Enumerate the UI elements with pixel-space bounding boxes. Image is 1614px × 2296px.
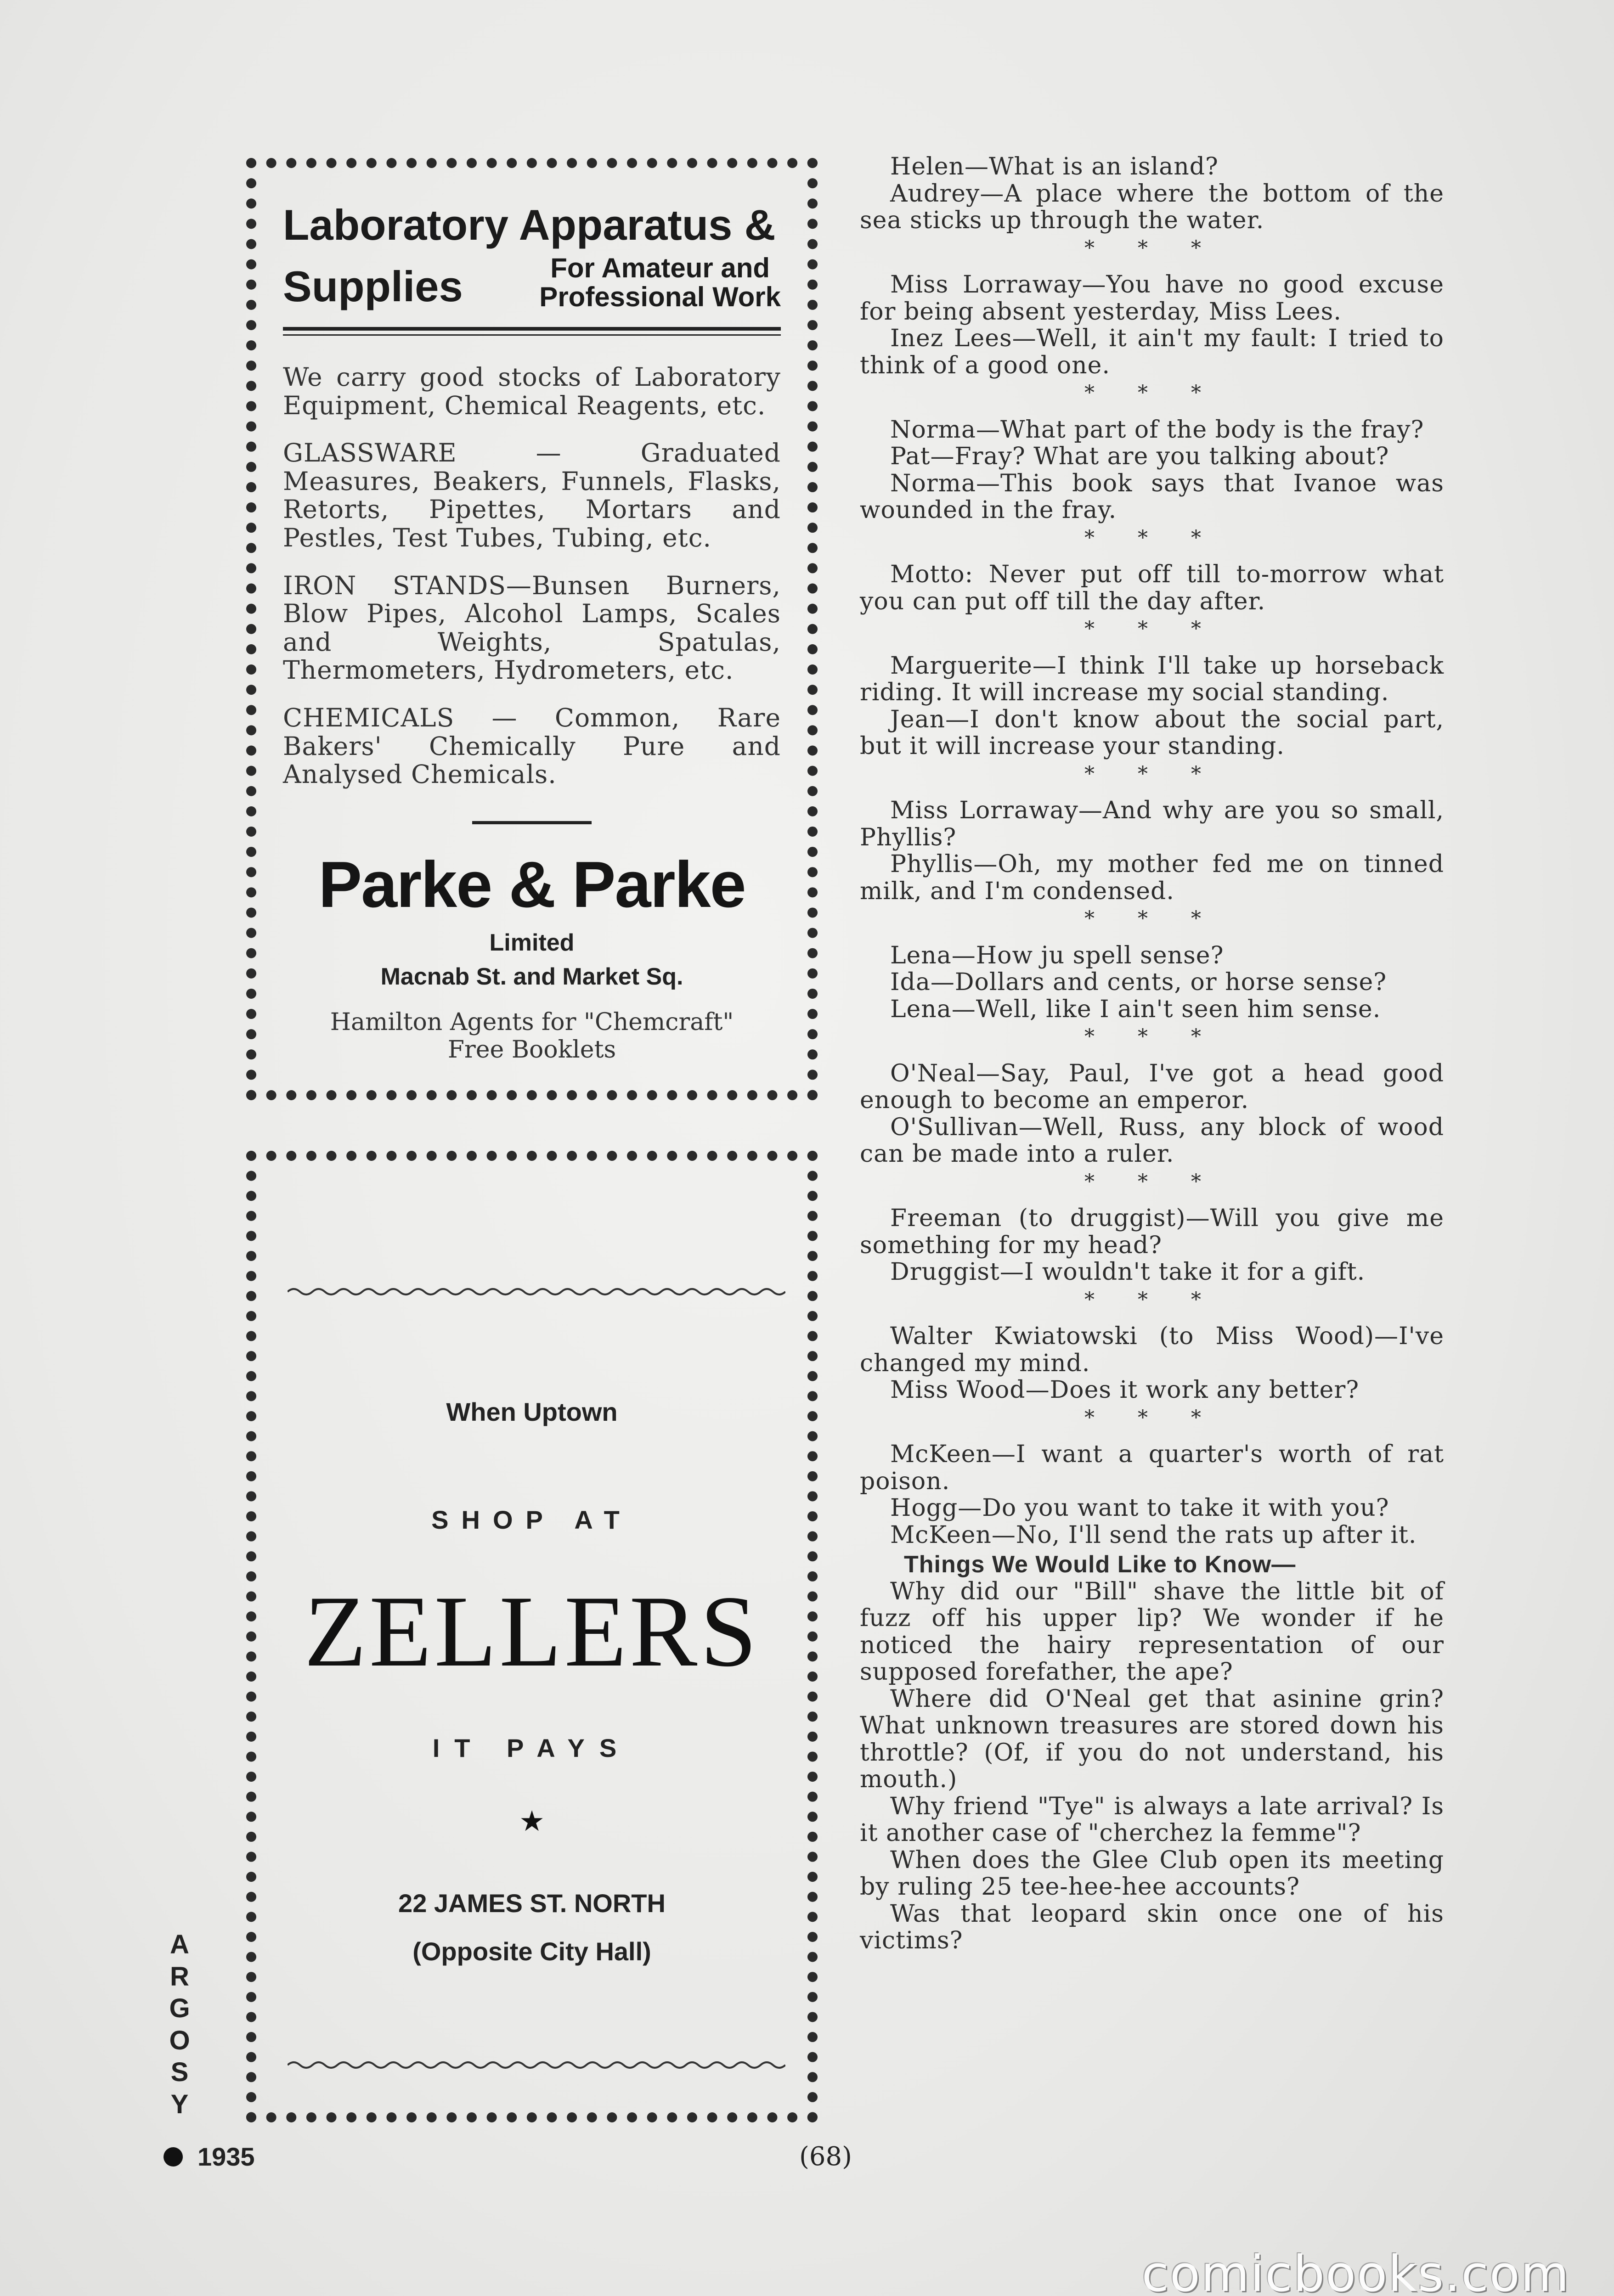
joke-line: Hogg—Do you want to take it with you? [890,1494,1389,1522]
lab-para-chemicals: CHEMICALS — Common, Rare Bakers' Chemically Pure and Analysed Chemicals. [283,703,781,789]
joke-separator: * * * [1084,1170,1219,1193]
joke-line: Norma—What part of the body is the fray? [890,416,1424,444]
divider-thin [283,334,781,336]
wavy-divider-bottom [288,2058,785,2072]
bullet-icon [164,2147,183,2167]
joke-separator: * * * [1084,907,1219,930]
joke-line: Norma—This book says that Ivanoe was wounded in the fray. [860,469,1444,524]
joke-separator: * * * [1084,1025,1219,1048]
joke-separator: * * * [1084,1406,1219,1429]
joke-line: McKeen—No, I'll send the rats up after it. [890,1521,1417,1549]
argosy-vertical-title [164,1929,196,2121]
lab-para-glassware: GLASSWARE — Graduated Measures, Beakers, Funnels, Flasks, Retorts, Pipettes, Mortars and Pestles, Test Tubes, Tubing, etc. [283,438,781,553]
watermark: comicbooks.com [1141,2245,1570,2296]
lab-supplies-ad [246,158,818,1100]
agents-line2: Free Booklets [447,1035,616,1064]
jokes-column [860,153,1444,1954]
company-agents [283,1009,781,1064]
lab-title-line1: Laboratory Apparatus & [283,201,776,249]
joke-separator: * * * [1084,236,1219,260]
joke-line: Why did our "Bill" shave the little bit of fuzz off his upper lip? We wonder if he noticed the hairy representation of our supposed forefather, the ape? [860,1577,1444,1686]
joke-line: O'Sullivan—Well, Russ, any block of wood can be made into a ruler. [860,1113,1444,1168]
joke-line: Ida—Dollars and cents, or horse sense? [890,968,1387,996]
zellers-ad [246,1151,818,2122]
argosy-letter: A [170,1930,189,1959]
divider-thick [283,327,781,331]
joke-line: Miss Lorraway—You have no good excuse for being absent yesterday, Miss Lees. [860,271,1444,326]
lab-ad-title [283,200,781,311]
wavy-divider-top [288,1285,785,1299]
lab-para-intro: We carry good stocks of Laboratory Equipment, Chemical Reagents, etc. [283,362,781,420]
lab-subtitle-line1: For Amateur and [550,253,770,284]
argosy-letter: R [170,1961,189,1992]
lab-para-iron-stands: IRON STANDS—Bunsen Burners, Blow Pipes, Alcohol Lamps, Scales and Weights, Spatulas, Thermometers, Hydrometers, etc. [283,570,781,685]
joke-line: When does the Glee Club open its meeting by ruling 25 tee-hee-hee accounts? [860,1846,1444,1901]
issue-year [164,2142,255,2172]
page-number: (68) [799,2142,852,2172]
joke-line: Helen—What is an island? [890,153,1219,180]
joke-line: Motto: Never put off till to-morrow what you can put off till the day after. [860,561,1444,615]
joke-line: Audrey—A place where the bottom of the sea sticks up through the water. [860,180,1444,234]
zellers-address: 22 JAMES ST. NORTH [398,1889,666,1918]
company-limited: Limited [489,929,575,956]
zellers-uptown: When Uptown [446,1397,618,1426]
star-icon: ★ [519,1804,545,1838]
lab-title-supplies: Supplies [283,262,463,311]
joke-line: Lena—How ju spell sense? [890,941,1224,969]
argosy-letter: S [170,2057,189,2088]
argosy-letter: G [169,1993,190,2024]
joke-line: Jean—I don't know about the social part, but it will increase your standing. [860,705,1444,760]
joke-line: Walter Kwiatowski (to Miss Wood)—I've changed my mind. [860,1322,1444,1377]
section-heading: Things We Would Like to Know— [904,1551,1296,1578]
joke-line: Where did O'Neal get that asinine grin? What unknown treasures are stored down his throttle? (Of, if you do not understand, his mouth.) [860,1685,1444,1793]
zellers-shop-at: SHOP AT [431,1505,632,1534]
joke-line: McKeen—I want a quarter's worth of rat poison. [860,1441,1444,1495]
joke-separator: * * * [1084,762,1219,786]
lab-subtitle-line2: Professional Work [539,281,781,313]
agents-line1: Hamilton Agents for "Chemcraft" [330,1008,734,1036]
zellers-opposite: (Opposite City Hall) [412,1937,651,1966]
year-text: 1935 [198,2142,255,2171]
zellers-logo: ZELLERS [304,1575,760,1688]
company-address: Macnab St. and Market Sq. [380,963,683,990]
joke-separator: * * * [1084,1288,1219,1311]
argosy-letter: O [169,2025,190,2055]
argosy-letter: Y [170,2089,189,2119]
joke-line: Lena—Well, like I ain't seen him sense. [890,995,1381,1023]
joke-separator: * * * [1084,526,1219,550]
joke-line: Was that leopard skin once one of his victims? [860,1900,1444,1954]
joke-line: Miss Wood—Does it work any better? [890,1376,1360,1404]
zellers-it-pays: IT PAYS [432,1733,632,1762]
joke-line: Why friend "Tye" is always a late arrival? Is it another case of "cherchez la femme"? [860,1792,1444,1847]
joke-line: Inez Lees—Well, it ain't my fault: I tried to think of a good one. [860,325,1444,379]
divider-short [472,821,592,824]
company-name: Parke & Parke [318,848,745,921]
joke-separator: * * * [1084,617,1219,641]
joke-line: Druggist—I wouldn't take it for a gift. [890,1258,1366,1286]
lab-title-subtitle [539,253,781,311]
joke-separator: * * * [1084,381,1219,405]
joke-line: Phyllis—Oh, my mother fed me on tinned milk, and I'm condensed. [860,850,1444,905]
joke-line: Marguerite—I think I'll take up horseback riding. It will increase my social standing. [860,652,1444,706]
joke-line: O'Neal—Say, Paul, I've got a head good enough to become an emperor. [860,1059,1444,1114]
joke-line: Miss Lorraway—And why are you so small, Phyllis? [860,797,1444,851]
joke-line: Pat—Fray? What are you talking about? [890,443,1389,470]
joke-line: Freeman (to druggist)—Will you give me something for my head? [860,1204,1444,1259]
